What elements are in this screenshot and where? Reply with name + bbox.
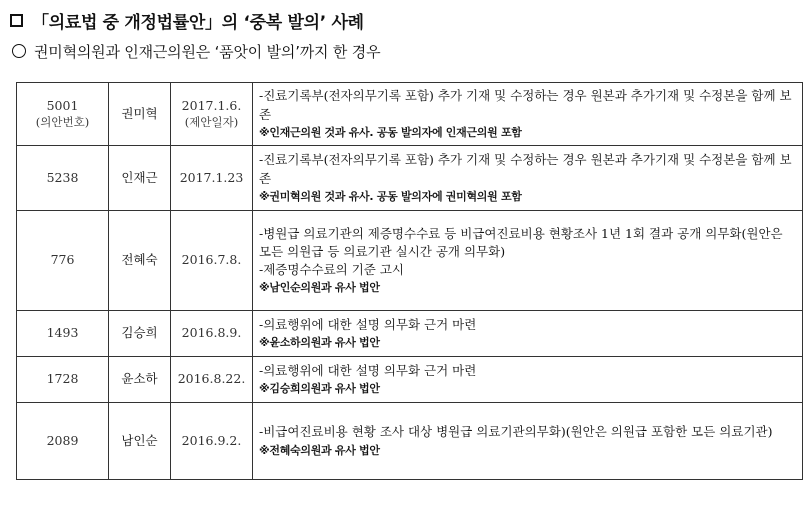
table-row <box>17 211 803 311</box>
date-cell: 2016.8.22. <box>171 357 253 403</box>
date-cell: 2016.7.8. <box>171 211 253 311</box>
table-row <box>17 403 803 480</box>
description-cell <box>253 83 803 146</box>
description-cell <box>253 357 803 403</box>
bill-number-cell: 2089 <box>17 403 109 480</box>
section-heading-text: 「의료법 중 개정법률안」의 ‘중복 발의’ 사례 <box>32 12 364 33</box>
description-line: -의료행위에 대한 설명 의무화 근거 마련 <box>259 316 477 332</box>
table-row <box>17 357 803 403</box>
bill-number-note: (의안번호) <box>35 114 90 129</box>
table-row <box>17 311 803 357</box>
proposer-cell: 남인순 <box>109 403 171 480</box>
description-cell <box>253 211 803 311</box>
description-cell <box>253 146 803 211</box>
proposer-cell: 권미혁 <box>109 83 171 146</box>
section-heading <box>10 8 364 32</box>
similarity-note: ※남인순의원과 유사 법안 <box>259 281 380 295</box>
description-line: -제증명수수료의 기준 고시 <box>259 262 404 278</box>
description-line: -진료기록부(전자의무기록 포함) 추가 기재 및 수정하는 경우 원본과 추가기재 및 수정본을 함께 보존 <box>259 88 792 122</box>
similarity-note: ※인재근의원 것과 유사. 공동 발의자에 인재근의원 포함 <box>259 125 522 139</box>
proposal-date-note: (제안일자) <box>184 114 239 129</box>
proposal-date: 2017.1.6. <box>181 97 242 113</box>
proposer-cell: 전혜숙 <box>109 211 171 311</box>
date-cell: 2017.1.23 <box>171 146 253 211</box>
bill-number: 5001 <box>46 97 79 113</box>
date-cell <box>171 83 253 146</box>
description-cell <box>253 311 803 357</box>
bill-cases-table <box>16 82 803 480</box>
similarity-note: ※김승희의원과 유사 법안 <box>259 382 380 396</box>
description-line: -병원급 의료기관의 제증명수수료 등 비급여진료비용 현황조사 1년 1회 결과 공개 의무화(원안은 모든 의원급 등 의료기관 실시간 공개 의무화) <box>259 225 783 259</box>
similarity-note: ※전혜숙의원과 유사 법안 <box>259 443 380 457</box>
description-line: -의료행위에 대한 설명 의무화 근거 마련 <box>259 362 477 378</box>
description-cell <box>253 403 803 480</box>
subheading <box>12 40 380 62</box>
proposer-cell: 인재근 <box>109 146 171 211</box>
bill-number-cell <box>17 83 109 146</box>
date-cell: 2016.9.2. <box>171 403 253 480</box>
bill-number-cell: 5238 <box>17 146 109 211</box>
proposer-cell: 김승희 <box>109 311 171 357</box>
table-row <box>17 83 803 146</box>
proposer-cell: 윤소하 <box>109 357 171 403</box>
similarity-note: ※권미혁의원 것과 유사. 공동 발의자에 권미혁의원 포함 <box>259 189 522 203</box>
checkbox-square-icon <box>10 14 23 27</box>
description-line: -진료기록부(전자의무기록 포함) 추가 기재 및 수정하는 경우 원본과 추가기재 및 수정본을 함께 보존 <box>259 152 792 186</box>
description-line: -비급여진료비용 현황 조사 대상 병원급 의료기관의무화)(원안은 의원급 포함한 모든 의료기관) <box>259 424 773 440</box>
date-cell: 2016.8.9. <box>171 311 253 357</box>
subheading-text: 권미혁의원과 인재근의원은 ‘품앗이 발의’까지 한 경우 <box>34 42 381 61</box>
bill-number-cell: 1728 <box>17 357 109 403</box>
similarity-note: ※윤소하의원과 유사 법안 <box>259 336 380 350</box>
bill-number-cell: 776 <box>17 211 109 311</box>
bill-number-cell: 1493 <box>17 311 109 357</box>
circle-bullet-icon <box>12 44 26 58</box>
table-row <box>17 146 803 211</box>
